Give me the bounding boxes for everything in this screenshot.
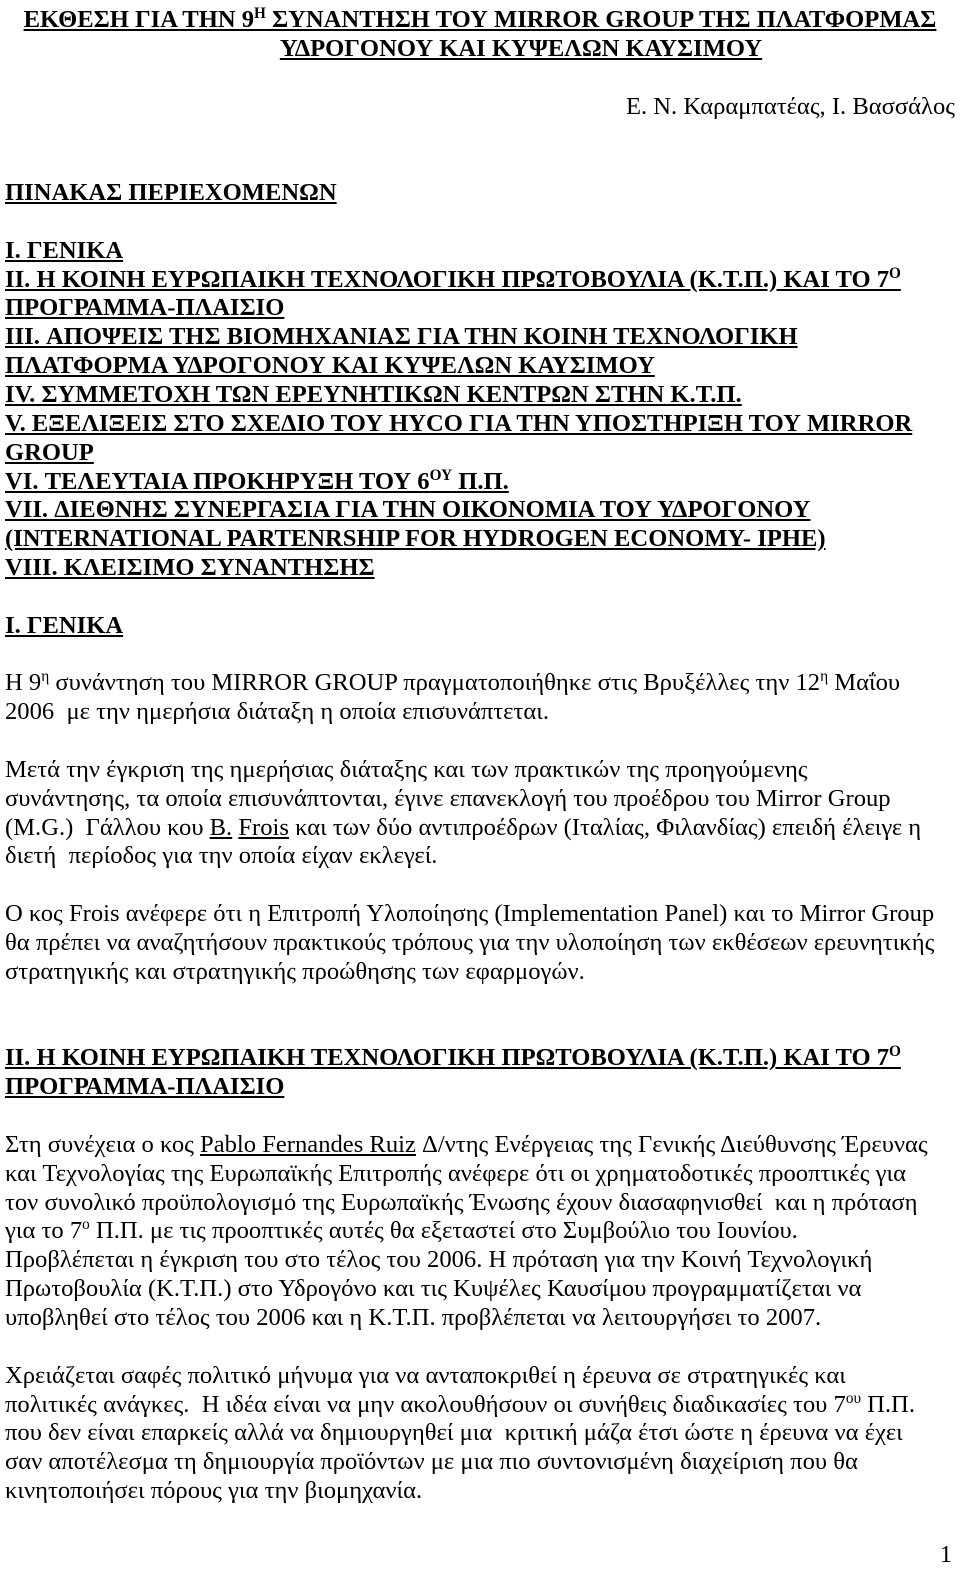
paragraph-line — [0, 1131, 960, 1160]
toc-item-text-end: Π.Π. — [452, 467, 509, 495]
body-text: Η 9 — [5, 669, 42, 697]
body-text: Στη συνέχεια ο κος — [5, 1130, 201, 1158]
toc-item-7-line-2: (INTERNATIONAL PARTENRSHIP FOR HYDROGEN ECONOMY- IPHE) — [5, 525, 826, 553]
body-text: συνάντηση του MIRROR GROUP πραγματοποιήθηκε στις Βρυξέλλες την 12 — [49, 669, 821, 697]
superscript: η — [820, 668, 829, 686]
paragraph — [0, 756, 960, 871]
body-text: πολιτικές ανάγκες. Η ιδέα είναι να μην ακολουθήσουν οι συνήθεις διαδικασίες του 7 — [5, 1390, 846, 1418]
paragraph-line: Χρειάζεται σαφές πολιτικό μήνυμα για να ανταποκριθεί η έρευνα σε στρατηγικές και — [5, 1361, 846, 1389]
paragraph-line — [0, 669, 960, 698]
toc-heading: ΠΙΝΑΚΑΣ ΠΕΡΙΕΧΟΜΕΝΩΝ — [5, 179, 337, 207]
toc-item-6 — [0, 468, 960, 497]
toc-item-7-line-1: VII. ΔΙΕΘΝΗΣ ΣΥΝΕΡΓΑΣΙΑ ΓΙΑ ΤΗΝ ΟΙΚΟΝΟΜΙΑ ΤΟΥ ΥΔΡΟΓΟΝΟΥ — [5, 496, 811, 524]
toc-item-3-line-1: III. ΑΠΟΨΕΙΣ ΤΗΣ ΒΙΟΜΗΧΑΝΙΑΣ ΓΙΑ ΤΗΝ ΚΟΙΝΗ ΤΕΧΝΟΛΟΓΙΚΗ — [5, 323, 798, 351]
underlined-initial: B. — [209, 813, 233, 841]
blank-line — [0, 987, 960, 1045]
body-text: και των δύο αντιπροέδρων (Ιταλίας, Φιλανδίας) επειδή έλειγε η — [288, 813, 922, 841]
paragraph-line: σαν αποτέλεσμα τη δημιουργία προϊόντων με μια πιο συντονισμένη διαχείριση που θα — [5, 1448, 858, 1476]
toc-item-superscript: Ο — [889, 264, 901, 282]
paragraph-line: Μετά την έγκριση της ημερήσιας διάταξης και των πρακτικών της προηγούμενης — [5, 755, 808, 783]
document-page — [0, 6, 960, 1506]
toc-item-8: VIII. ΚΛΕΙΣΙΜΟ ΣΥΝΑΝΤΗΣΗΣ — [5, 554, 375, 582]
title-text: ΕΚΘΕΣΗ ΓΙΑ ΤΗΝ 9 — [23, 6, 255, 33]
toc-item-superscript: ΟΥ — [429, 466, 453, 484]
blank-line — [0, 121, 960, 179]
paragraph-line — [0, 1391, 960, 1420]
paragraph — [0, 900, 960, 987]
paragraph-line — [0, 1217, 960, 1246]
title-line-2: ΥΔΡΟΓΟΝΟΥ ΚΑΙ ΚΥΨΕΛΩΝ ΚΑΥΣΙΜΟΥ — [279, 34, 763, 62]
paragraph-line: στρατηγικής και στρατηγικής προώθησης των εφαρμογών. — [5, 957, 585, 985]
title-line-1 — [0, 6, 960, 35]
blank-line — [0, 64, 960, 93]
paragraph-line: 2006 με την ημερήσια διάταξη η οποία επισυνάπτεται. — [5, 698, 550, 726]
toc-item-text: II. Η ΚΟΙΝΗ ΕΥΡΩΠΑΙΚΗ ΤΕΧΝΟΛΟΓΙΚΗ ΠΡΩΤΟΒΟΥΛΙΑ (Κ.Τ.Π.) ΚΑΙ ΤΟ 7 — [5, 265, 890, 293]
section-1-heading: I. ΓΕΝΙΚΑ — [5, 611, 124, 639]
blank-line — [0, 1333, 960, 1362]
blank-line — [0, 583, 960, 612]
table-of-contents — [0, 237, 960, 583]
blank-line — [0, 1102, 960, 1131]
section-2-heading-line-1 — [0, 1044, 960, 1073]
superscript: ου — [845, 1389, 861, 1407]
blank-line — [0, 727, 960, 756]
toc-item-3-line-2: ΠΛΑΤΦΟΡΜΑ ΥΔΡΟΓΟΝΟΥ ΚΑΙ ΚΥΨΕΛΩΝ ΚΑΥΣΙΜΟΥ — [5, 352, 655, 380]
authors: Ε. Ν. Καραμπατέας, Ι. Βασσάλος — [625, 92, 955, 120]
body-text: Π.Π. με τις προοπτικές αυτές θα εξεταστεί στο Συμβούλιο του Ιουνίου. — [89, 1217, 798, 1245]
paragraph-line — [0, 814, 960, 843]
section-2-heading-line-2: ΠΡΟΓΡΑΜΜΑ-ΠΛΑΙΣΙΟ — [5, 1073, 285, 1101]
body-text: (M.G.) Γάλλου κου — [5, 813, 210, 841]
paragraph-line: που δεν είναι επαρκείς αλλά να δημιουργηθεί μια κριτική μάζα έτσι ώστε η έρευνα να έχει — [5, 1419, 903, 1447]
superscript: ο — [82, 1216, 90, 1234]
toc-item-text: VI. ΤΕΛΕΥΤΑΙΑ ΠΡΟΚΗΡΥΞΗ ΤΟΥ 6 — [5, 467, 430, 495]
paragraph — [0, 1131, 960, 1333]
paragraph-line: διετή περίοδος για την οποία είχαν εκλεγεί. — [5, 842, 438, 870]
heading-superscript: Ο — [889, 1043, 901, 1061]
paragraph-line: υποβληθεί στο τέλος του 2006 και η Κ.Τ.Π. προβλέπεται να λειτουργήσει το 2007. — [5, 1303, 822, 1331]
page-number: 1 — [939, 1541, 952, 1568]
paragraph — [0, 669, 960, 727]
superscript: η — [41, 668, 50, 686]
toc-item-2-line-2: ΠΡΟΓΡΑΜΜΑ-ΠΛΑΙΣΙΟ — [5, 294, 285, 322]
underlined-name: Frois — [238, 813, 289, 841]
blank-line — [0, 871, 960, 900]
title-superscript: Η — [254, 4, 266, 22]
paragraph — [0, 1362, 960, 1506]
paragraph-line: Πρωτοβουλία (Κ.Τ.Π.) στο Υδρογόνο και τις Κυψέλες Καυσίμου προγραμματίζεται να — [5, 1275, 862, 1303]
paragraph-line: τον συνολικό προϋπολογισμό της Ευρωπαϊκής Ένωσης έχουν διασαφηνισθεί και η πρόταση — [5, 1188, 918, 1216]
blank-line — [0, 208, 960, 237]
body-text: Δ/ντης Ενέργειας της Γενικής Διεύθυνσης Έρευνας — [415, 1130, 928, 1158]
paragraph-line: και Τεχνολογίας της Ευρωπαϊκής Επιτροπής ανέφερε ότι οι χρηματοδοτικές προοπτικές για — [5, 1159, 906, 1187]
body-text: για το 7 — [5, 1217, 83, 1245]
toc-item-2-line-1 — [0, 266, 960, 295]
toc-item-4: IV. ΣΥΜΜΕΤΟΧΗ ΤΩΝ ΕΡΕΥΝΗΤΙΚΩΝ ΚΕΝΤΡΩΝ ΣΤΗΝ Κ.Τ.Π. — [5, 380, 742, 408]
underlined-name: Pablo Fernandes Ruiz — [200, 1130, 416, 1158]
toc-item-5-line-2: GROUP — [5, 438, 94, 466]
paragraph-line: θα πρέπει να αναζητήσουν πρακτικούς τρόπους για την υλοποίηση των εκθέσεων ερευνητικής — [5, 929, 935, 956]
paragraph-line: συνάντησης, τα οποία επισυνάπτονται, έγινε επανεκλογή του προέδρου του Mirror Group — [5, 784, 891, 812]
title-text-end: ΣΥΝΑΝΤΗΣΗ ΤΟΥ MIRROR GROUP ΤΗΣ ΠΛΑΤΦΟΡΜΑΣ — [265, 6, 937, 33]
heading-text: II. Η ΚΟΙΝΗ ΕΥΡΩΠΑΙΚΗ ΤΕΧΝΟΛΟΓΙΚΗ ΠΡΩΤΟΒΟΥΛΙΑ (Κ.Τ.Π.) ΚΑΙ ΤΟ 7 — [5, 1044, 890, 1072]
blank-line — [0, 641, 960, 670]
body-text: Μαΐου — [828, 669, 901, 697]
body-text: Π.Π. — [861, 1390, 915, 1418]
toc-item-1: I. ΓΕΝΙΚΑ — [5, 236, 124, 264]
paragraph-line: Ο κος Frois ανέφερε ότι η Επιτροπή Υλοποίησης (Implementation Panel) και το Mirror Group — [5, 900, 935, 928]
paragraph-line: Προβλέπεται η έγκριση του στο τέλος του 2006. Η πρόταση για την Κοινή Τεχνολογική — [5, 1246, 873, 1274]
toc-item-5-line-1: V. ΕΞΕΛΙΞΕΙΣ ΣΤΟ ΣΧΕΔΙΟ ΤΟΥ HYCO ΓΙΑ ΤΗΝ ΥΠΟΣΤΗΡΙΞΗ ΤΟΥ MIRROR — [5, 409, 913, 437]
paragraph-line: κινητοποιήσει πόρους για την βιομηχανία. — [5, 1477, 423, 1505]
